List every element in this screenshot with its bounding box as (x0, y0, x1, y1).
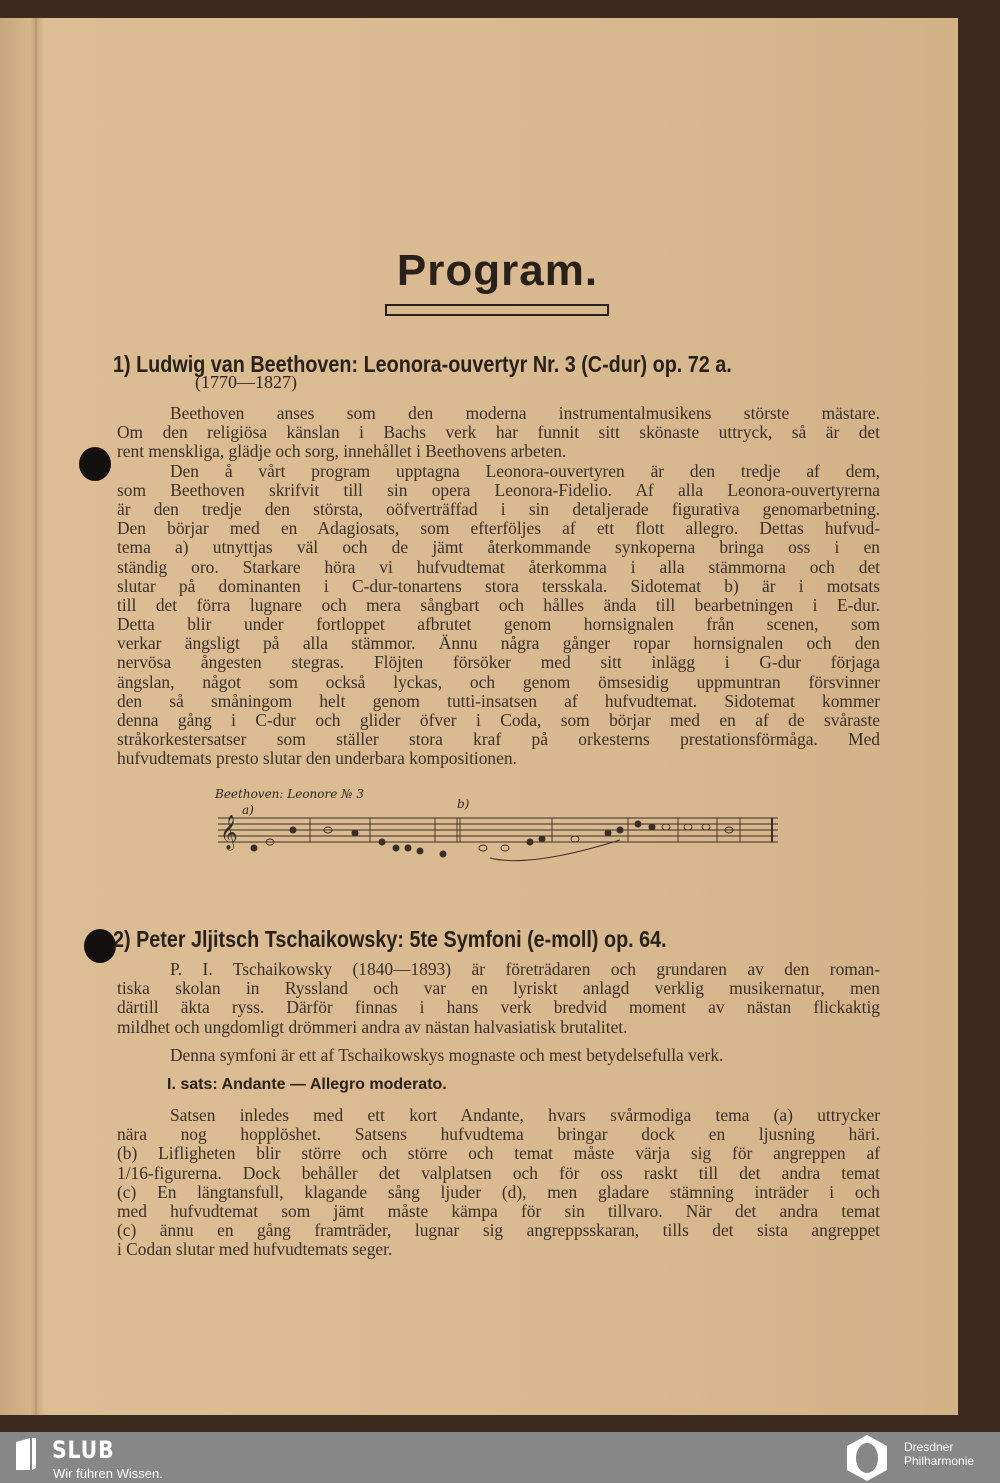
notes (251, 821, 733, 861)
theme-a-label: a) (242, 803, 254, 817)
text-line: (c) En längtansfull, klagande sång ljuder (d), men gladare stämning inträder i och (117, 1181, 880, 1202)
text-line: är den tredje den största, oöfverträffad i sin detaljerade figurativa genomarbetning. (117, 498, 880, 519)
text-line: Beethoven anses som den moderna instrumentalmusikens störste mästare. (170, 403, 880, 423)
punch-hole (84, 929, 116, 963)
text-line: tema a) utnyttjas väl och de jämt återkommande synkoperna bringa oss i en (117, 537, 880, 558)
text-line: med hufvudtemat som jämt måste kämpa för sin tillvaro. När det andra temat (117, 1200, 880, 1221)
piece2-note: Denna symfoni är ett af Tschaikowskys mognaste och mest betydelsefulla verk. (170, 1045, 724, 1065)
text-line: Den börjar med en Adagiosats, som efterföljes af ett flott allegro. Dettas hufvud- (117, 518, 880, 539)
text-line: Satsen inledes med ett kort Andante, hvars svårmodiga tema (a) uttrycker (170, 1105, 880, 1125)
text-line: i Codan slutar med hufvudtemats seger. (117, 1239, 393, 1260)
piece2-note-wrap (117, 1046, 880, 1065)
slub-tagline: Wir führen Wissen. (53, 1466, 163, 1481)
text-line: tiska skolan in Ryssland och var en lyriskt anlagd verklig musikernatur, men (117, 978, 880, 999)
punch-hole (79, 447, 111, 481)
footer-bar (0, 1432, 1000, 1483)
movement-description (117, 1106, 880, 1260)
text-line: Detta blir under fortloppet afbrutet genom hornsignalen från scenen, som (117, 614, 880, 635)
philharmonie-logo-icon[interactable] (842, 1434, 892, 1482)
text-line: stråkorkestersatser som ställer stora kraf på orkesterns prestationsförmåga. Med (117, 729, 880, 750)
text-line: P. I. Tschaikowsky (1840—1893) är företrädaren och grundaren av den roman- (170, 959, 880, 979)
piece1-dates: (1770—1827) (195, 372, 297, 392)
text-line: Den å vårt program upptagna Leonora-ouvertyren är den tredje af dem, (170, 460, 880, 481)
title-underline-box (385, 304, 609, 316)
text-line: till det förra lugnare och mera sångbart och hålles ända till bearbetningen i E-dur. (117, 594, 880, 615)
text-line: mildhet och ungdomligt drömmeri andra av nästan halvasiatisk brutalitet. (117, 1016, 628, 1037)
slub-logo[interactable]: SLUB (52, 1436, 115, 1464)
text-line: rent menskliga, glädje och sorg, innehållet i Beethovens arbeten. (117, 441, 567, 462)
philharmonie-line1: Dresdner (904, 1440, 954, 1454)
treble-clef-icon: 𝄞 (220, 816, 238, 849)
text-line: verkar ängsligt på alla stämmor. Ännu några gånger ropar hornsignalen och den (117, 633, 880, 654)
text-line: hufvudtemats presto slutar den underbara kompositionen. (117, 748, 517, 769)
page-fold (35, 18, 37, 1415)
staff (218, 818, 778, 842)
piece2-intro (117, 960, 880, 1037)
text-line: Om den religiösa känslan i Bachs verk har funnit sitt skönaste uttryck, så är det (117, 422, 880, 443)
piece1-description (117, 404, 880, 769)
piece1-heading: 1) Ludwig van Beethoven: Leonora-ouvertyr Nr. 3 (C-dur) op. 72 a. (113, 351, 732, 377)
text-line: (c) ännu en gång framträder, lugnar sig angreppsskaran, tills det sista angreppet (117, 1220, 880, 1241)
text-line: ängslan, något som också lyckas, och genom ömsesidig uppmuntran försvinner (117, 671, 880, 692)
text-line: denna gång i C-dur och glider öfver i Coda, som börjar med en af de svåraste (117, 710, 880, 730)
philharmonie-logo-text (904, 1440, 974, 1468)
slub-book-icon (14, 1436, 40, 1472)
page-title: Program. (396, 246, 599, 295)
text-line: (b) Lifligheten blir större och större och temat måste värja sig för angreppen af (117, 1143, 880, 1164)
text-line: slutar på dominanten i C-dur-tonartens stora tersskala. Sidotemat b) är i motsats (117, 575, 880, 596)
text-line: ständig oro. Starkare höra vi hufvudtemat återkomma i alla stämmorna och det (117, 556, 880, 577)
music-caption: Beethoven: Leonore № 3 (215, 787, 364, 801)
theme-b-label: b) (457, 797, 470, 811)
text-line: den så småningom helt genom tutti-insatsen af hufvudtemat. Sidotemat kommer (117, 690, 880, 711)
philharmonie-line2: Philharmonie (904, 1454, 975, 1468)
text-line: som Beethoven skrifvit till sin opera Leonora-Fidelio. Af alla Leonora-ouvertyrerna (117, 479, 880, 500)
piece2-heading: 2) Peter Jljitsch Tschaikowsky: 5te Symfoni (e-moll) op. 64. (113, 926, 667, 952)
text-line: nervösa ångesten stegras. Flöjten försöker med sitt inlägg i G-dur förjaga (117, 652, 880, 673)
movement-heading: I. sats: Andante — Allegro moderato. (167, 1076, 447, 1093)
text-line: därtill äkta ryss. Därför finnas i hans verk bredvid moment av nästan flickaktig (117, 997, 880, 1018)
text-line: 1/16-figurerna. Dock behåller det valplatsen och för oss raskt till det andra temat (117, 1162, 880, 1183)
text-line: nära nog hopplöshet. Satsens hufvudtema bringar dock en ljusning häri. (117, 1124, 880, 1145)
music-notation (210, 778, 790, 873)
